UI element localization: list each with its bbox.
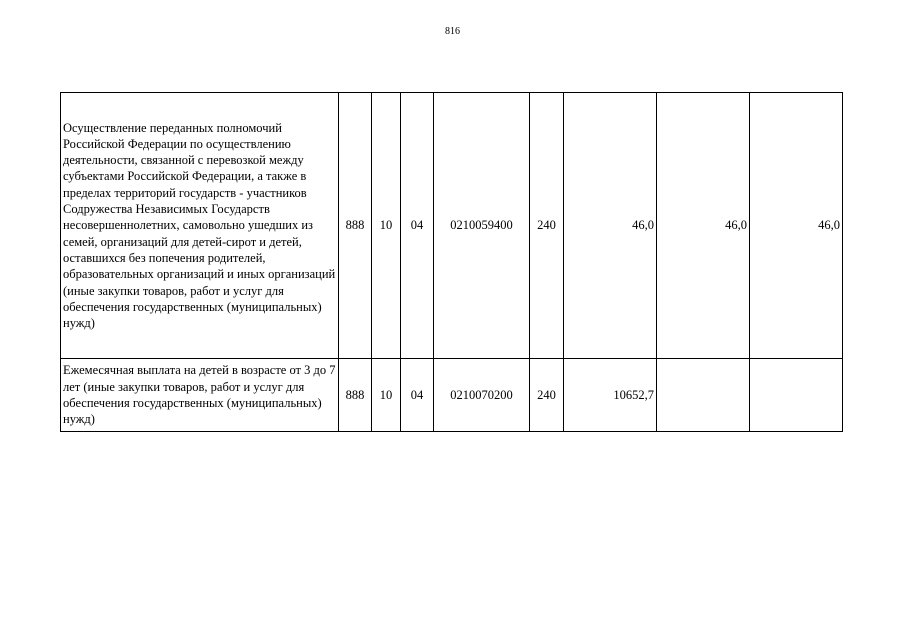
- amount-year-1: 10652,7: [564, 359, 657, 432]
- row-description: Осуществление переданных полномочий Российской Федерации по осуществлению деятельности, связанной с перевозкой между субъектами Российской Федерации, а также в пределах территорий государств - участников Содружества Независимых Государств несовершеннолетних, самовольно ушедших из семей, организаций для детей-сирот и детей, оставшихся без попечения родителей, образовательных организаций и иных организаций (иные закупки товаров, работ и услуг для обеспечения государственных (муниципальных) нужд): [61, 93, 339, 359]
- target-article-code: 0210059400: [434, 93, 530, 359]
- subsection-code: 04: [401, 93, 434, 359]
- row-description: Ежемесячная выплата на детей в возрасте от 3 до 7 лет (иные закупки товаров, работ и услуг для обеспечения государственных (муниципальных) нужд): [61, 359, 339, 432]
- amount-year-2: [657, 359, 750, 432]
- amount-year-3: 46,0: [750, 93, 843, 359]
- table-row: [61, 359, 843, 432]
- section-code: 10: [372, 359, 401, 432]
- target-article-code: 0210070200: [434, 359, 530, 432]
- page-number: 816: [445, 26, 460, 37]
- ministry-code: 888: [339, 93, 372, 359]
- amount-year-2: 46,0: [657, 93, 750, 359]
- amount-year-1: 46,0: [564, 93, 657, 359]
- table-row: [61, 93, 843, 359]
- budget-table: [60, 92, 843, 432]
- expense-type-code: 240: [530, 359, 564, 432]
- subsection-code: 04: [401, 359, 434, 432]
- amount-year-3: [750, 359, 843, 432]
- section-code: 10: [372, 93, 401, 359]
- expense-type-code: 240: [530, 93, 564, 359]
- ministry-code: 888: [339, 359, 372, 432]
